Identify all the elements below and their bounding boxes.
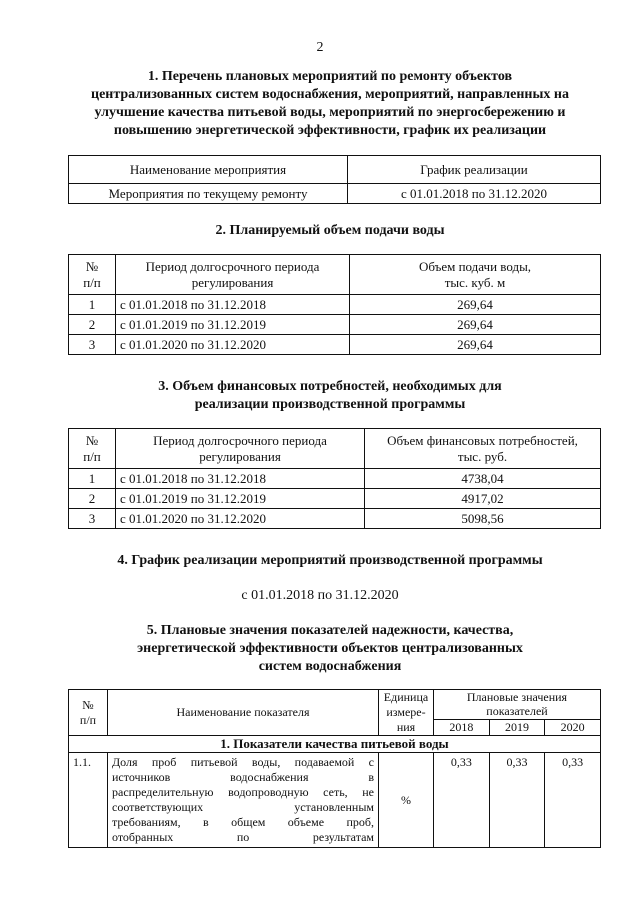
header-line: тыс. куб. м [444, 274, 506, 290]
table-header [379, 690, 434, 736]
header-line: п/п [79, 712, 97, 727]
table-cell: Мероприятия по текущему ремонту [69, 184, 348, 204]
table-row [69, 509, 601, 529]
section5-table [68, 689, 601, 848]
table-row [69, 295, 601, 315]
name-line: соответствующих установленным [112, 800, 374, 814]
table-header [116, 255, 350, 295]
header-line: Период долгосрочного периода [145, 258, 320, 274]
table-cell: 2 [69, 315, 116, 335]
section1-title-line: централизованных систем водоснабжения, мероприятий, направленных на [91, 87, 569, 102]
name-line: источников водоснабжения в [112, 770, 374, 784]
table-cell: 2 [69, 489, 116, 509]
table-cell: 5098,56 [365, 509, 601, 529]
table-cell: 0,33 [489, 753, 545, 848]
header-line: Период долгосрочного периода [153, 432, 327, 448]
header-line: Объем финансовых потребностей, [387, 432, 578, 448]
table-cell: с 01.01.2020 по 31.12.2020 [116, 509, 365, 529]
table-header [69, 690, 108, 736]
section1-title-line: улучшение качества питьевой воды, мероприятий по энергосбережению и [94, 105, 566, 120]
table-cell: 4738,04 [365, 469, 601, 489]
header-line: № [82, 697, 94, 712]
section1-table [68, 155, 601, 204]
indicator-name [108, 753, 379, 848]
header-line: измере- [386, 705, 426, 719]
name-line: отобранных по результатам [112, 830, 374, 844]
table-cell: с 01.01.2020 по 31.12.2020 [116, 335, 350, 355]
table-header [69, 429, 116, 469]
table-cell: 4917,02 [365, 489, 601, 509]
header-line: регулирования [191, 274, 274, 290]
header-line: показателей [486, 704, 548, 719]
header-line: Плановые значения [466, 690, 568, 705]
table-cell: 269,64 [350, 315, 601, 335]
header-line: Объем подачи воды, [418, 258, 532, 274]
section4-period: с 01.01.2018 по 31.12.2020 [241, 588, 399, 603]
year-header: 2020 [545, 719, 601, 735]
table-row [69, 489, 601, 509]
year-header: 2019 [489, 719, 545, 735]
table-header [69, 255, 116, 295]
year-header: 2018 [434, 719, 490, 735]
table-row [69, 469, 601, 489]
section1-title-line: повышению энергетической эффективности, график их реализации [113, 123, 547, 138]
table-cell: 0,33 [434, 753, 490, 848]
section2-table [68, 254, 601, 355]
section5-title [40, 622, 620, 676]
table-header [350, 255, 601, 295]
table-header [365, 429, 601, 469]
table-cell: с 01.01.2019 по 31.12.2019 [116, 489, 365, 509]
section3-title [40, 378, 620, 414]
table-cell: 269,64 [350, 295, 601, 315]
table-row [69, 335, 601, 355]
table-cell: 1 [69, 295, 116, 315]
table-row [69, 753, 601, 848]
header-line: Единица [383, 690, 429, 704]
table-header: Наименование мероприятия [69, 156, 348, 184]
header-line: п/п [83, 448, 101, 464]
name-line: распределительную водопроводную сеть, не [112, 785, 374, 799]
table-header [116, 429, 365, 469]
header-line: тыс. руб. [457, 448, 508, 464]
header-line: № [85, 432, 99, 448]
table-cell: 3 [69, 335, 116, 355]
header-line: № [85, 258, 99, 274]
section3-title-line: 3. Объем финансовых потребностей, необходимых для [158, 379, 502, 394]
section5-title-line: систем водоснабжения [258, 659, 402, 674]
table-header: Наименование показателя [108, 690, 379, 736]
table-cell: 0,33 [545, 753, 601, 848]
header-line: п/п [83, 274, 101, 290]
section3-table [68, 428, 601, 529]
section5-title-line: 5. Плановые значения показателей надежности, качества, [146, 623, 514, 638]
name-line: требованиям, в общем объеме проб, [112, 815, 374, 829]
table-cell: 1.1. [69, 753, 108, 848]
table-cell: % [379, 753, 434, 848]
section4-title: 4. График реализации мероприятий производственной программы [117, 553, 543, 568]
table-cell: с 01.01.2019 по 31.12.2019 [116, 315, 350, 335]
table-cell: с 01.01.2018 по 31.12.2018 [116, 469, 365, 489]
section5-title-line: энергетической эффективности объектов централизованных [137, 641, 523, 656]
table-row [69, 315, 601, 335]
name-line: Доля проб питьевой воды, подаваемой с [112, 755, 374, 769]
group-row: 1. Показатели качества питьевой воды [69, 736, 601, 753]
table-header [434, 690, 601, 720]
section2-title: 2. Планируемый объем подачи воды [215, 223, 445, 238]
table-header: График реализации [348, 156, 601, 184]
table-cell: с 01.01.2018 по 31.12.2020 [348, 184, 601, 204]
table-cell: с 01.01.2018 по 31.12.2018 [116, 295, 350, 315]
table-cell: 1 [69, 469, 116, 489]
header-line: регулирования [199, 448, 281, 464]
page-number: 2 [316, 40, 324, 55]
section3-title-line: реализации производственной программы [194, 397, 466, 412]
header-line: ния [396, 720, 416, 734]
table-cell: 3 [69, 509, 116, 529]
section1-title [40, 68, 620, 140]
section1-title-line: 1. Перечень плановых мероприятий по ремонту объектов [147, 69, 513, 84]
table-cell: 269,64 [350, 335, 601, 355]
